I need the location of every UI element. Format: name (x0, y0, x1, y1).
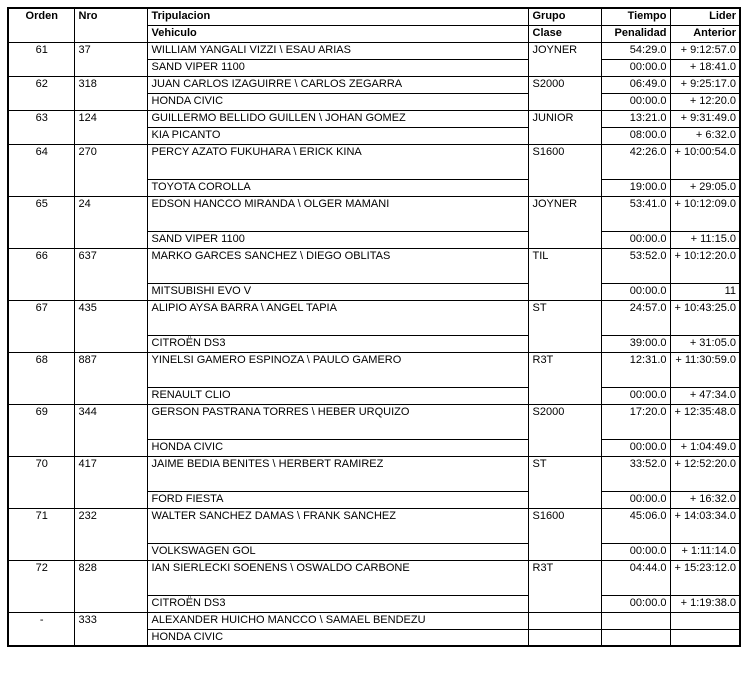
grupo-cell: JOYNER (528, 196, 601, 248)
entry-72-crew-row (8, 560, 740, 595)
lider-cell: + 14:03:34.0 (670, 508, 740, 543)
tiempo-cell: 53:52.0 (601, 248, 670, 283)
nro-cell: 333 (74, 612, 147, 646)
nro-cell: 417 (74, 456, 147, 508)
nro-cell: 435 (74, 300, 147, 352)
lider-cell: + 12:35:48.0 (670, 404, 740, 439)
crew-cell: PERCY AZATO FUKUHARA \ ERICK KINA (147, 144, 528, 179)
crew-cell: IAN SIERLECKI SOENENS \ OSWALDO CARBONE (147, 560, 528, 595)
orden-cell: 64 (8, 144, 74, 196)
anterior-cell: 11 (670, 283, 740, 300)
penalidad-cell: 00:00.0 (601, 439, 670, 456)
tiempo-cell (601, 612, 670, 629)
crew-cell: WALTER SANCHEZ DAMAS \ FRANK SANCHEZ (147, 508, 528, 543)
header-tiempo: Tiempo (601, 8, 670, 25)
entry-70-crew-row (8, 456, 740, 491)
nro-cell: 828 (74, 560, 147, 612)
anterior-cell: + 1:11:14.0 (670, 543, 740, 560)
tiempo-cell: 24:57.0 (601, 300, 670, 335)
anterior-cell: + 31:05.0 (670, 335, 740, 352)
grupo-cell: S2000 (528, 76, 601, 110)
entry-69-crew-row (8, 404, 740, 439)
lider-cell: + 10:43:25.0 (670, 300, 740, 335)
penalidad-cell: 00:00.0 (601, 491, 670, 508)
penalidad-cell: 00:00.0 (601, 231, 670, 248)
orden-cell: - (8, 612, 74, 646)
vehicle-cell: FORD FIESTA (147, 491, 528, 508)
penalidad-cell: 08:00.0 (601, 127, 670, 144)
tiempo-cell: 06:49.0 (601, 76, 670, 93)
penalidad-cell: 00:00.0 (601, 595, 670, 612)
lider-cell: + 9:12:57.0 (670, 42, 740, 59)
anterior-cell: + 6:32.0 (670, 127, 740, 144)
crew-cell: JUAN CARLOS IZAGUIRRE \ CARLOS ZEGARRA (147, 76, 528, 93)
entry-62-crew-row (8, 76, 740, 93)
lider-cell: + 9:31:49.0 (670, 110, 740, 127)
lider-cell: + 10:00:54.0 (670, 144, 740, 179)
crew-cell: GUILLERMO BELLIDO GUILLEN \ JOHAN GOMEZ (147, 110, 528, 127)
penalidad-cell: 00:00.0 (601, 59, 670, 76)
anterior-cell: + 47:34.0 (670, 387, 740, 404)
vehicle-cell: KIA PICANTO (147, 127, 528, 144)
crew-cell: JAIME BEDIA BENITES \ HERBERT RAMIREZ (147, 456, 528, 491)
orden-cell: 62 (8, 76, 74, 110)
nro-cell: 232 (74, 508, 147, 560)
header-orden: Orden (8, 8, 74, 42)
penalidad-cell: 00:00.0 (601, 543, 670, 560)
lider-cell (670, 612, 740, 629)
entry-65-crew-row (8, 196, 740, 231)
entry-71-crew-row (8, 508, 740, 543)
vehicle-cell: CITROËN DS3 (147, 595, 528, 612)
header-nro: Nro (74, 8, 147, 42)
vehicle-cell: HONDA CIVIC (147, 93, 528, 110)
lider-cell: + 11:30:59.0 (670, 352, 740, 387)
grupo-cell: S2000 (528, 404, 601, 456)
header-vehiculo: Vehiculo (147, 25, 528, 42)
results-header (8, 8, 740, 42)
header-tripulacion: Tripulacion (147, 8, 528, 25)
tiempo-cell: 33:52.0 (601, 456, 670, 491)
orden-cell: 67 (8, 300, 74, 352)
entry-64-crew-row (8, 144, 740, 179)
orden-cell: 69 (8, 404, 74, 456)
orden-cell: 65 (8, 196, 74, 248)
grupo-cell: S1600 (528, 508, 601, 560)
tiempo-cell: 53:41.0 (601, 196, 670, 231)
entry-63-crew-row (8, 110, 740, 127)
crew-cell: GERSON PASTRANA TORRES \ HEBER URQUIZO (147, 404, 528, 439)
tiempo-cell: 45:06.0 (601, 508, 670, 543)
vehicle-cell: VOLKSWAGEN GOL (147, 543, 528, 560)
orden-cell: 71 (8, 508, 74, 560)
penalidad-cell (601, 629, 670, 646)
crew-cell: MARKO GARCES SANCHEZ \ DIEGO OBLITAS (147, 248, 528, 283)
lider-cell: + 10:12:20.0 (670, 248, 740, 283)
grupo-cell: ST (528, 456, 601, 508)
crew-cell: YINELSI GAMERO ESPINOZA \ PAULO GAMERO (147, 352, 528, 387)
vehicle-cell: RENAULT CLIO (147, 387, 528, 404)
penalidad-cell: 00:00.0 (601, 387, 670, 404)
header-row-1 (8, 8, 740, 25)
crew-cell: ALIPIO AYSA BARRA \ ANGEL TAPIA (147, 300, 528, 335)
header-clase: Clase (528, 25, 601, 42)
anterior-cell: + 1:19:38.0 (670, 595, 740, 612)
grupo-cell: R3T (528, 560, 601, 612)
entry-68-crew-row (8, 352, 740, 387)
nro-cell: 270 (74, 144, 147, 196)
penalidad-cell: 19:00.0 (601, 179, 670, 196)
lider-cell: + 9:25:17.0 (670, 76, 740, 93)
lider-cell: + 10:12:09.0 (670, 196, 740, 231)
nro-cell: 37 (74, 42, 147, 76)
orden-cell: 66 (8, 248, 74, 300)
header-penalidad: Penalidad (601, 25, 670, 42)
anterior-cell (670, 629, 740, 646)
nro-cell: 124 (74, 110, 147, 144)
orden-cell: 68 (8, 352, 74, 404)
vehicle-cell: CITROËN DS3 (147, 335, 528, 352)
nro-cell: 637 (74, 248, 147, 300)
lider-cell: + 15:23:12.0 (670, 560, 740, 595)
penalidad-cell: 00:00.0 (601, 93, 670, 110)
orden-cell: 61 (8, 42, 74, 76)
orden-cell: 72 (8, 560, 74, 612)
tiempo-cell: 42:26.0 (601, 144, 670, 179)
header-lider: Lider (670, 8, 740, 25)
orden-cell: 63 (8, 110, 74, 144)
entry-66-crew-row (8, 248, 740, 283)
grupo-cell: JUNIOR (528, 110, 601, 144)
clase-cell (528, 629, 601, 646)
vehicle-cell: HONDA CIVIC (147, 439, 528, 456)
nro-cell: 344 (74, 404, 147, 456)
tiempo-cell: 17:20.0 (601, 404, 670, 439)
nro-cell: 318 (74, 76, 147, 110)
tiempo-cell: 04:44.0 (601, 560, 670, 595)
tiempo-cell: 54:29.0 (601, 42, 670, 59)
anterior-cell: + 12:20.0 (670, 93, 740, 110)
anterior-cell: + 18:41.0 (670, 59, 740, 76)
grupo-cell: ST (528, 300, 601, 352)
anterior-cell: + 11:15.0 (670, 231, 740, 248)
grupo-cell: S1600 (528, 144, 601, 196)
vehicle-cell: MITSUBISHI EVO V (147, 283, 528, 300)
vehicle-cell: HONDA CIVIC (147, 629, 528, 646)
entry-67-crew-row (8, 300, 740, 335)
results-table (7, 7, 741, 647)
crew-cell: EDSON HANCCO MIRANDA \ OLGER MAMANI (147, 196, 528, 231)
grupo-cell: R3T (528, 352, 601, 404)
tiempo-cell: 13:21.0 (601, 110, 670, 127)
entry-dnf-crew-row (8, 612, 740, 629)
tiempo-cell: 12:31.0 (601, 352, 670, 387)
anterior-cell: + 29:05.0 (670, 179, 740, 196)
anterior-cell: + 1:04:49.0 (670, 439, 740, 456)
nro-cell: 887 (74, 352, 147, 404)
penalidad-cell: 39:00.0 (601, 335, 670, 352)
vehicle-cell: TOYOTA COROLLA (147, 179, 528, 196)
results-body (8, 42, 740, 646)
grupo-cell (528, 612, 601, 629)
vehicle-cell: SAND VIPER 1100 (147, 231, 528, 248)
orden-cell: 70 (8, 456, 74, 508)
entry-61-crew-row (8, 42, 740, 59)
grupo-cell: JOYNER (528, 42, 601, 76)
crew-cell: ALEXANDER HUICHO MANCCO \ SAMAEL BENDEZU (147, 612, 528, 629)
crew-cell: WILLIAM YANGALI VIZZI \ ESAU ARIAS (147, 42, 528, 59)
vehicle-cell: SAND VIPER 1100 (147, 59, 528, 76)
nro-cell: 24 (74, 196, 147, 248)
grupo-cell: TIL (528, 248, 601, 300)
penalidad-cell: 00:00.0 (601, 283, 670, 300)
header-grupo: Grupo (528, 8, 601, 25)
lider-cell: + 12:52:20.0 (670, 456, 740, 491)
anterior-cell: + 16:32.0 (670, 491, 740, 508)
header-anterior: Anterior (670, 25, 740, 42)
